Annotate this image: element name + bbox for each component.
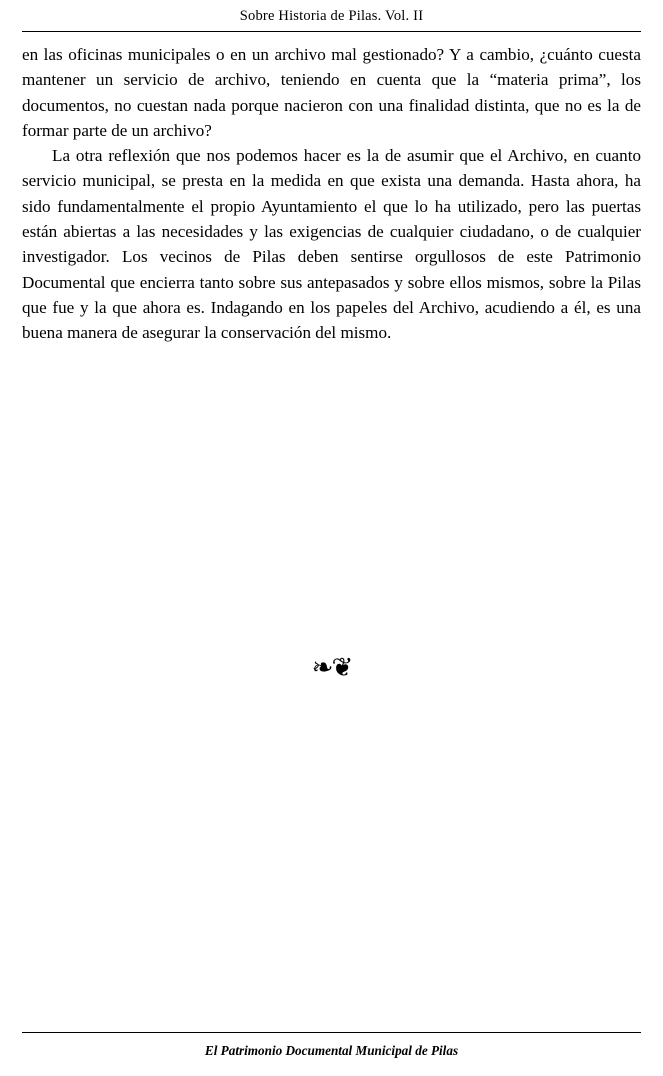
body-paragraph-1: en las oficinas municipales o en un archivo mal gestionado? Y a cambio, ¿cuánto cuesta mantener un servicio de archivo, teniendo en cuenta que la “materia prima”, los documentos, no cuestan nada porque nacieron con una finalidad distinta, que no es la de formar parte de un archivo? xyxy=(22,45,641,140)
ornament-icon: ❧❦ xyxy=(311,653,352,683)
page-footer: El Patrimonio Documental Municipal de Pilas xyxy=(204,1043,459,1058)
footer-divider xyxy=(22,1032,641,1033)
body-paragraph-2: La otra reflexión que nos podemos hacer es la de asumir que el Archivo, en cuanto servicio municipal, se presta en la medida en que exista una demanda. Hasta ahora, ha sido fundamentalmente el propio Ayuntamiento el que lo ha utilizado, pero las puertas están abiertas a las necesidades y las exigencias de cualquier ciudadano, o de cualquier investigador. Los vecinos de Pilas deben sentirse orgullosos de este Patrimonio Documental que encierra tanto sobre sus antepasados y sobre ellos mismos, sobre la Pilas que fue y la que ahora es. Indagando en los papeles del Archivo, acudiendo a él, es una buena manera de asegurar la conservación del mismo. xyxy=(22,146,641,343)
header-divider xyxy=(22,31,641,32)
page-body xyxy=(22,42,641,346)
page-header: Sobre Historia de Pilas. Vol. II xyxy=(239,8,424,24)
